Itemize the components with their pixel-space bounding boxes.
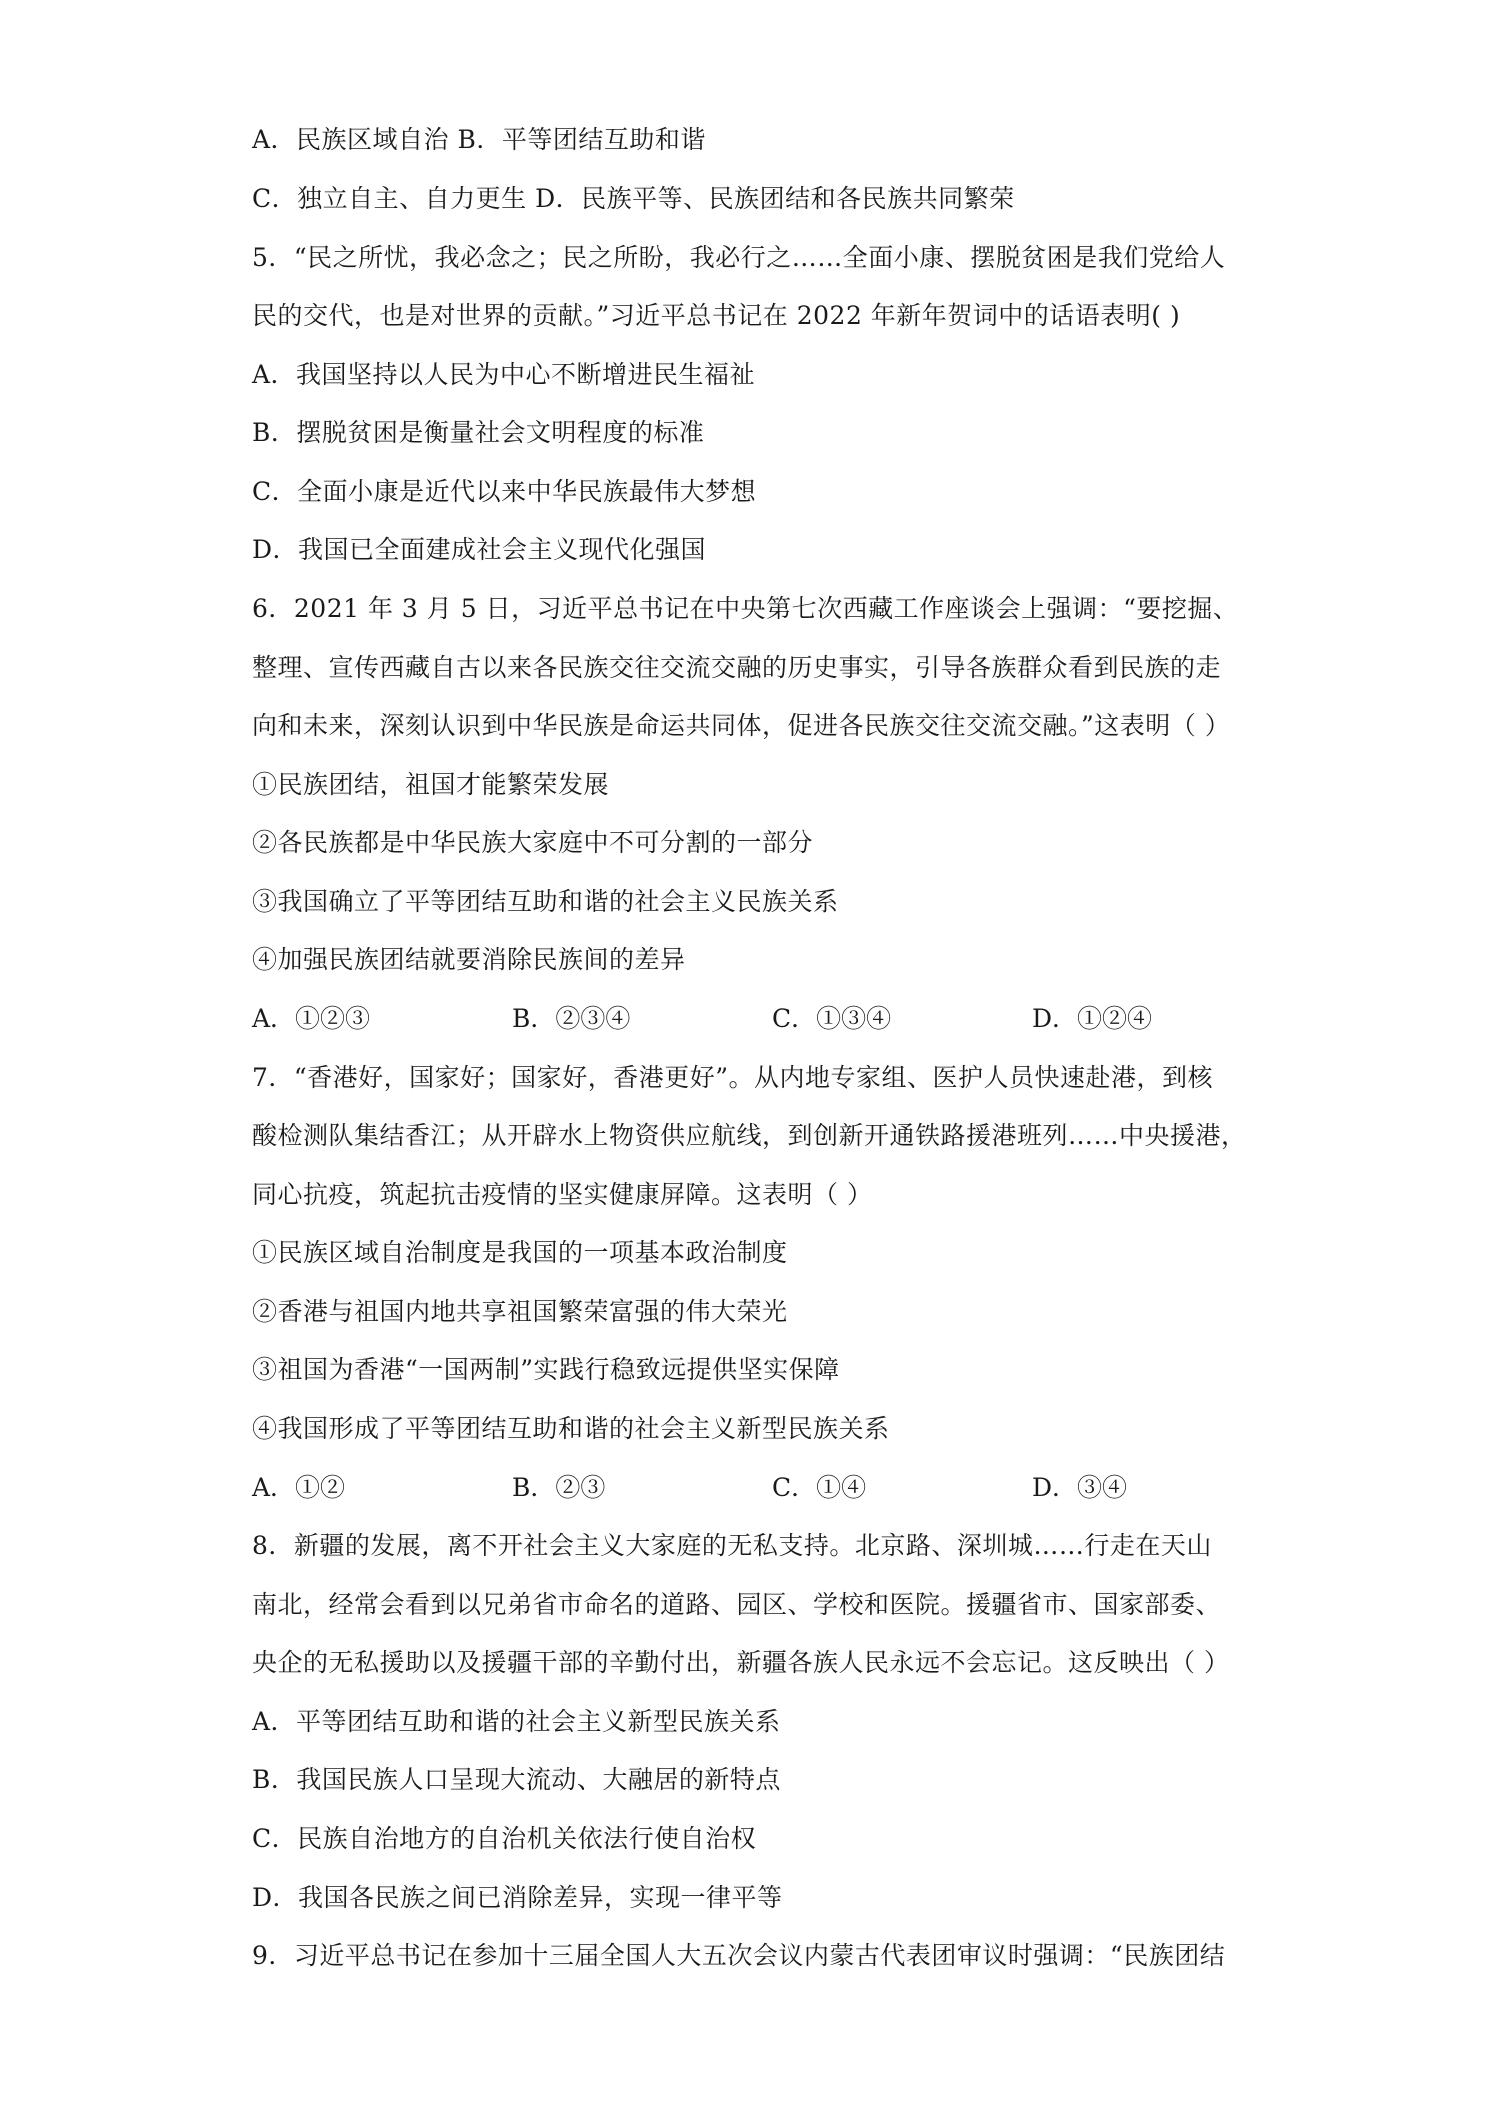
q7-item-2: ②香港与祖国内地共享祖国繁荣富强的伟大荣光 (252, 1297, 788, 1326)
q4-options-line2: C．独立自主、自力更生 D．民族平等、民族团结和各民族共同繁荣 (252, 184, 1015, 213)
q5-stem-line1: 5．“民之所忧，我必念之；民之所盼，我必行之……全面小康、摆脱贫困是我们党给人 (252, 243, 1226, 272)
q6-stem-line1: 6．2021 年 3 月 5 日，习近平总书记在中央第七次西藏工作座谈会上强调：“要挖掘、 (252, 594, 1239, 623)
q7-stem-line3: 同心抗疫，筑起抗击疫情的坚实健康屏障。这表明（ ） (252, 1180, 873, 1209)
q7-options (252, 1471, 1252, 1505)
q6-option-c: C．①③④ (772, 1004, 892, 1033)
q5-stem-line2: 民的交代，也是对世界的贡献。”习近平总书记在 2022 年新年贺词中的话语表明( ) (252, 301, 1181, 330)
q6-option-d: D．①②④ (1032, 1004, 1153, 1033)
q6-stem-line2: 整理、宣传西藏自古以来各民族交往交流交融的历史事实，引导各族群众看到民族的走 (252, 653, 1222, 682)
q7-option-b: B．②③ (512, 1473, 606, 1502)
q7-stem-line2: 酸检测队集结香江；从开辟水上物资供应航线，到创新开通铁路援港班列……中央援港， (252, 1121, 1247, 1150)
q8-option-b: B．我国民族人口呈现大流动、大融居的新特点 (252, 1765, 781, 1794)
q9-stem-line1: 9．习近平总书记在参加十三届全国人大五次会议内蒙古代表团审议时强调：“民族团结 (252, 1941, 1226, 1970)
q8-option-d: D．我国各民族之间已消除差异，实现一律平等 (252, 1883, 783, 1912)
q8-option-c: C．民族自治地方的自治机关依法行使自治权 (252, 1824, 757, 1853)
q8-stem-line3: 央企的无私援助以及援疆干部的辛勤付出，新疆各族人民永远不会忘记。这反映出（ ） (252, 1648, 1230, 1677)
q7-item-4: ④我国形成了平等团结互助和谐的社会主义新型民族关系 (252, 1414, 890, 1443)
q6-stem-line3: 向和未来，深刻认识到中华民族是命运共同体，促进各民族交往交流交融。”这表明（ ） (252, 711, 1231, 740)
q8-option-a: A．平等团结互助和谐的社会主义新型民族关系 (252, 1707, 781, 1736)
q7-option-a: A．①② (252, 1473, 346, 1502)
q7-option-c: C．①④ (772, 1473, 867, 1502)
q7-item-1: ①民族区域自治制度是我国的一项基本政治制度 (252, 1238, 788, 1267)
q5-option-c: C．全面小康是近代以来中华民族最伟大梦想 (252, 477, 757, 506)
q5-option-d: D．我国已全面建成社会主义现代化强国 (252, 535, 707, 564)
q6-option-a: A．①②③ (252, 1004, 371, 1033)
q6-item-2: ②各民族都是中华民族大家庭中不可分割的一部分 (252, 828, 814, 857)
q7-stem-line1: 7．“香港好，国家好；国家好，香港更好”。从内地专家组、医护人员快速赴港，到核 (252, 1063, 1213, 1092)
q6-option-b: B．②③④ (512, 1004, 631, 1033)
q7-option-d: D．③④ (1032, 1473, 1128, 1502)
q5-option-a: A．我国坚持以人民为中心不断增进民生福祉 (252, 360, 756, 389)
q6-item-4: ④加强民族团结就要消除民族间的差异 (252, 945, 686, 974)
q6-item-3: ③我国确立了平等团结互助和谐的社会主义民族关系 (252, 887, 839, 916)
q8-stem-line1: 8．新疆的发展，离不开社会主义大家庭的无私支持。北京路、深圳城……行走在天山 (252, 1531, 1212, 1560)
q7-item-3: ③祖国为香港“一国两制”实践行稳致远提供坚实保障 (252, 1355, 840, 1384)
q4-options-line1: A．民族区域自治 B．平等团结互助和谐 (252, 125, 706, 154)
q5-option-b: B．摆脱贫困是衡量社会文明程度的标准 (252, 418, 705, 447)
q6-item-1: ①民族团结，祖国才能繁荣发展 (252, 770, 610, 799)
q8-stem-line2: 南北，经常会看到以兄弟省市命名的道路、园区、学校和医院。援疆省市、国家部委、 (252, 1590, 1222, 1619)
q6-options (252, 1002, 1252, 1036)
